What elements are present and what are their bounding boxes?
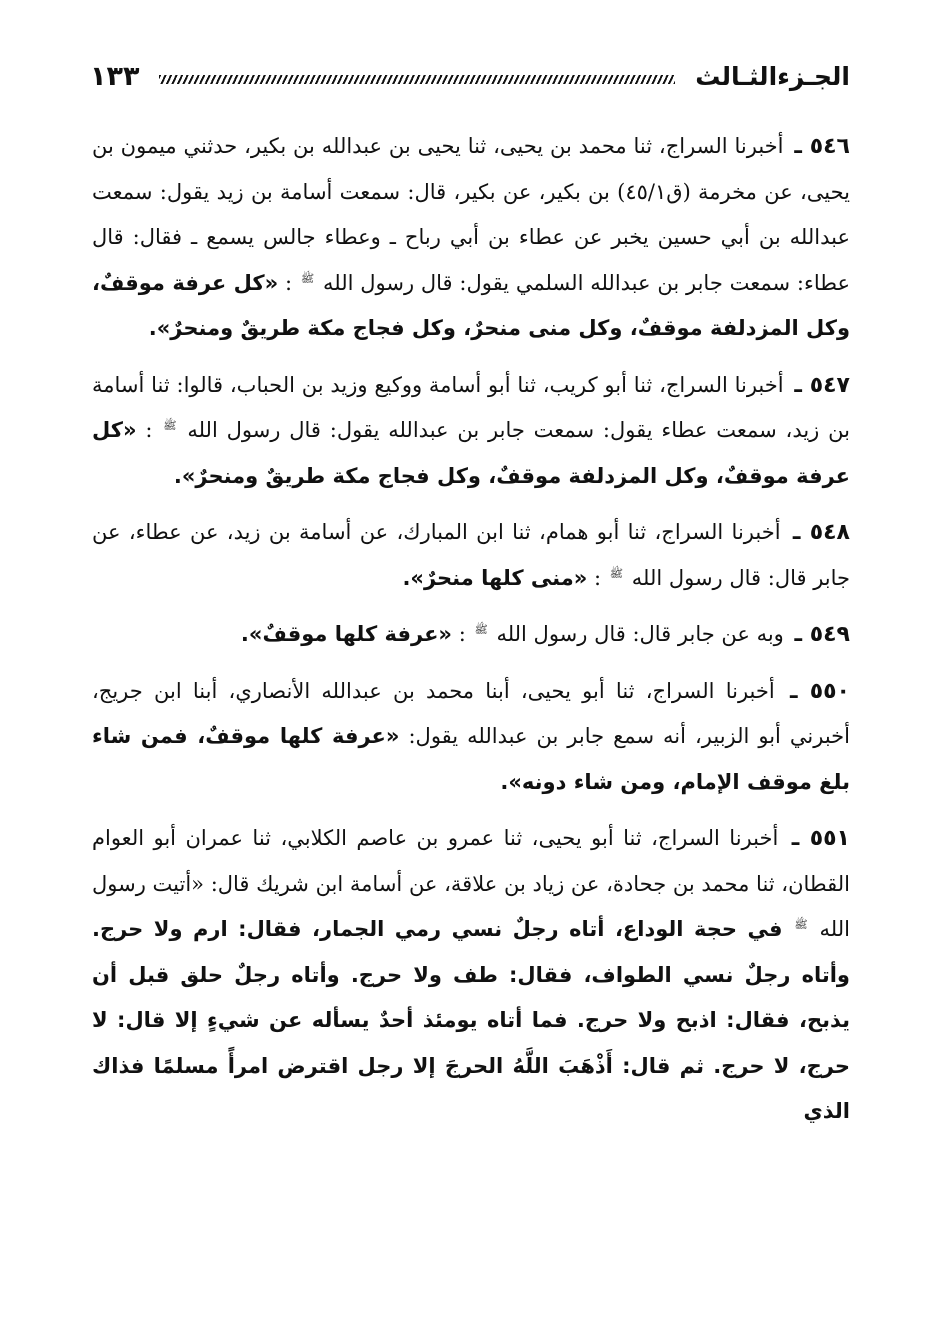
hadith-isnad: وبه عن جابر قال: قال رسول الله — [496, 622, 784, 646]
hadith-551 — [92, 816, 850, 1135]
honorific-symbol: ﷺ — [474, 623, 488, 636]
hadith-isnad: أخبرنا السراج، ثنا أبو يحيى، أبنا محمد بن عبدالله الأنصاري، أبنا ابن جريج، أخبرني أبو الزبير، أنه سمع جابر بن عبدالله يقول: — [92, 678, 850, 748]
honorific-symbol: ﷺ — [300, 271, 315, 285]
hadith-number: ٥٤٩ ـ — [794, 622, 850, 647]
hadith-lead: : — [145, 418, 153, 442]
hadith-number: ٥٤٧ ـ — [794, 372, 850, 398]
hadith-549 — [92, 612, 850, 658]
hadith-isnad: أخبرنا السراج، ثنا أبو يحيى، ثنا عمرو بن عاصم الكلابي، ثنا عمران أبو العوام القطان، ثنا محمد بن جحادة، عن زياد بن علاقة، عن أسامة ابن شريك قال: «أتيت رسول الله — [92, 826, 850, 941]
hadith-matn: «كل عرفة موقفٌ، وكل المزدلفة موقفٌ، وكل فجاج مكة طريقٌ ومنحرٌ». — [92, 418, 850, 488]
hadith-matn: «عرفة كلها موقفٌ». — [240, 622, 452, 646]
hadith-548 — [92, 510, 850, 601]
page-body — [92, 124, 850, 1146]
hadith-lead: : — [593, 565, 602, 590]
hadith-number: ٥٥١ ـ — [791, 826, 850, 851]
hadith-matn: «منى كلها منحرٌ». — [402, 565, 588, 590]
hadith-number: ٥٥٠ ـ — [789, 678, 850, 704]
honorific-symbol: ﷺ — [609, 566, 624, 580]
running-title: الجـزءالثـالث — [695, 61, 850, 91]
header-rule — [159, 75, 675, 84]
hadith-number: ٥٤٦ ـ — [794, 134, 850, 159]
hadith-547 — [92, 363, 850, 500]
hadith-number: ٥٤٨ ـ — [792, 520, 850, 545]
hadith-lead: : — [285, 270, 293, 295]
hadith-matn: «كل عرفة موقفٌ، وكل المزدلفة موقفٌ، وكل منى منحرٌ، وكل فجاج مكة طريقٌ ومنحرٌ». — [92, 270, 850, 340]
hadith-isnad: أخبرنا السراج، ثنا أبو همام، ثنا ابن المبارك، عن أسامة بن زيد، عن عطاء، عن جابر قال: قال رسول الله — [92, 520, 850, 590]
hadith-550 — [92, 669, 850, 806]
honorific-symbol: ﷺ — [163, 419, 177, 432]
hadith-isnad: أخبرنا السراج، ثنا محمد بن يحيى، ثنا يحيى بن عبدالله بن بكير، حدثني ميمون بن يحيى، عن مخرمة (ق٤٥/١) بن بكير، عن بكير، قال: سمعت أسامة بن زيد يقول: سمعت عبدالله بن أبي حسين يخبر عن عطاء بن أبي رباح ـ وعطاء جالس يسمع ـ فقال: قال عطاء: سمعت جابر بن عبدالله السلمي يقول: قال رسول الله — [92, 134, 851, 295]
hadith-matn: في حجة الوداع، أتاه رجلٌ نسي رمي الجمار، فقال: ارم ولا حرج. وأتاه رجلٌ نسي الطواف، فقال: طف ولا حرج. وأتاه رجلٌ حلق قبل أن يذبح، فقال: اذبح ولا حرج. فما أتاه يومئذ أحدٌ يسأله عن شيءٍ إلا قال: لا حرج، لا حرج. ثم قال: أَذْهَبَ اللَّهُ الحرجَ إلا رجل اقترض امرأً مسلمًا فذاك الذي — [92, 917, 850, 1123]
honorific-symbol: ﷺ — [794, 918, 808, 931]
hadith-lead: : — [458, 622, 466, 646]
hadith-546 — [92, 124, 850, 352]
page-header — [90, 56, 850, 96]
page-number: ١٣٣ — [90, 60, 140, 92]
hadith-matn: «عرفة كلها موقفٌ، فمن شاء بلغ موقف الإمام، ومن شاء دونه». — [92, 724, 850, 794]
hadith-isnad: أخبرنا السراج، ثنا أبو كريب، ثنا أبو أسامة ووكيع وزيد بن الحباب، قالوا: ثنا أسامة بن زيد، سمعت عطاء يقول: سمعت جابر بن عبدالله يقول: قال رسول الله — [92, 372, 850, 442]
